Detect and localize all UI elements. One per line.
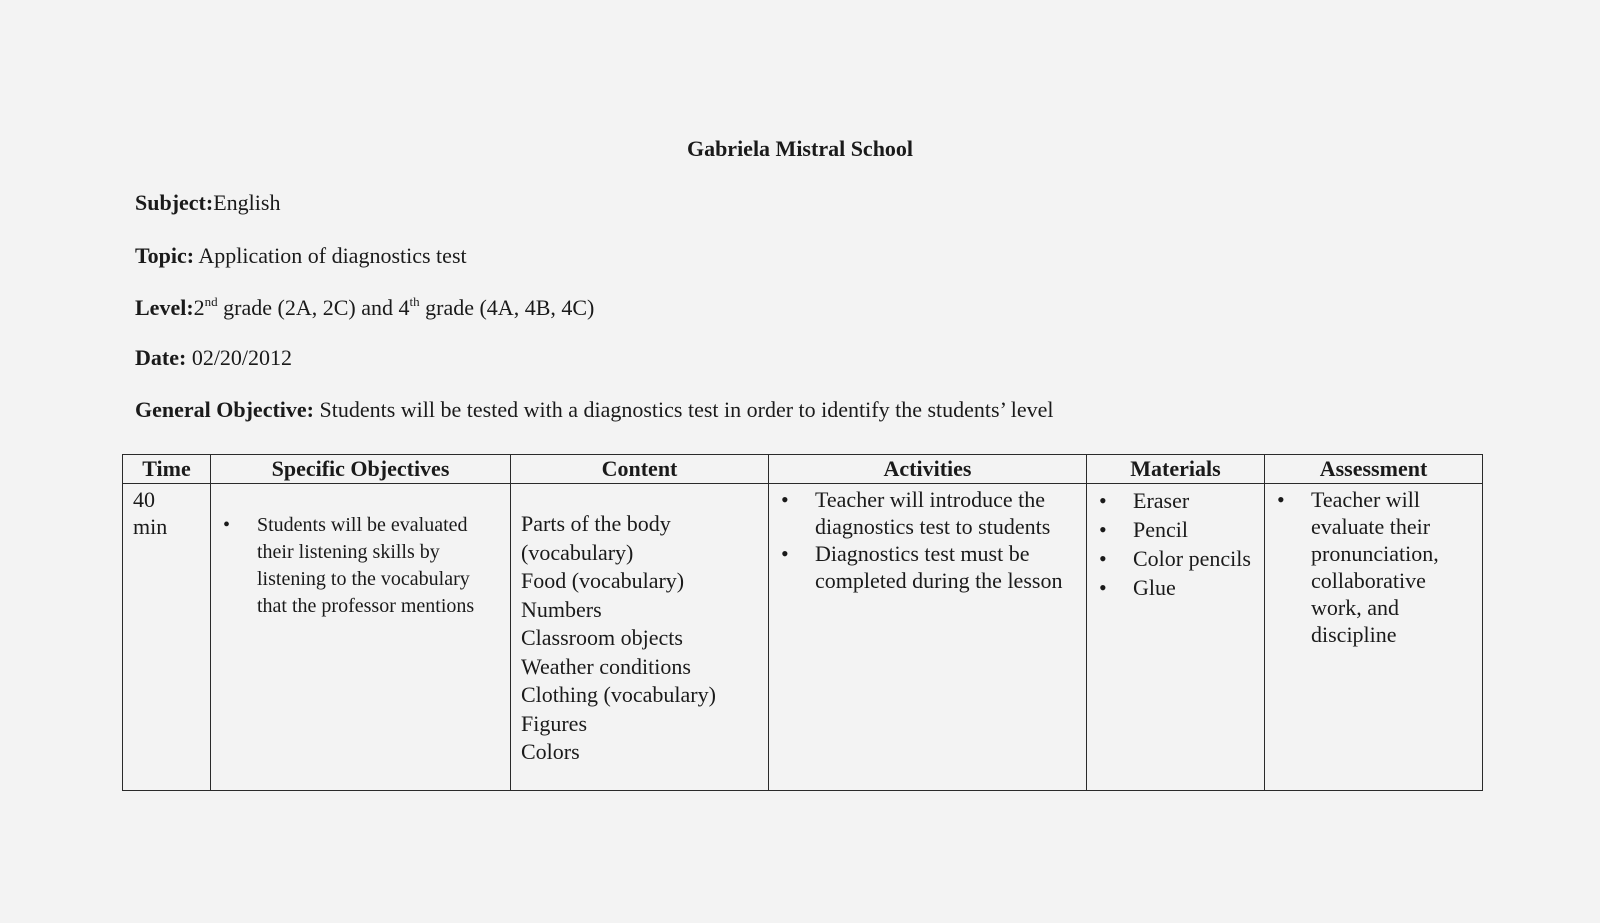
list-item: Classroom objects xyxy=(521,625,683,650)
time-cell xyxy=(123,484,211,791)
school-title: Gabriela Mistral School xyxy=(686,136,914,161)
general-objective-line xyxy=(135,397,1054,423)
list-item: Food (vocabulary) xyxy=(521,568,685,593)
list-item: • Diagnostics test must be completed during the lesson xyxy=(779,540,1070,594)
list-item: Clothing (vocabulary) xyxy=(521,682,716,707)
specific-objectives-cell xyxy=(211,484,511,791)
header-materials: Materials xyxy=(1087,455,1265,484)
subject-label: Subject: xyxy=(135,190,214,215)
list-item: Figures xyxy=(521,710,587,736)
topic-value: Application of diagnostics test xyxy=(194,243,467,268)
materials-cell xyxy=(1087,484,1265,791)
list-item: • Teacher will introduce the diagnostics test to students xyxy=(779,486,1070,540)
table-row xyxy=(123,484,1483,791)
list-item: • Eraser xyxy=(1097,486,1254,515)
list-item: • Students will be evaluated their listening skills by listening to the vocabulary that the professor mentions xyxy=(221,512,500,620)
level-part-1: 2 xyxy=(193,295,205,320)
level-label: Level: xyxy=(135,295,194,320)
header-content: Content xyxy=(511,455,769,484)
level-line xyxy=(135,295,594,321)
list-item: • Glue xyxy=(1097,573,1254,602)
general-objective-value: Students will be tested with a diagnostics test in order to identify the students’ level xyxy=(314,397,1054,422)
time-value: 40 xyxy=(133,487,155,512)
content-cell xyxy=(511,484,769,791)
list-item: Numbers xyxy=(521,596,602,622)
list-item: Colors xyxy=(521,739,580,764)
date-label: Date: xyxy=(135,345,187,370)
header-time: Time xyxy=(123,455,211,484)
list-item: • Pencil xyxy=(1097,515,1254,544)
level-sup-1: nd xyxy=(204,294,218,309)
date-value: 02/20/2012 xyxy=(186,345,293,370)
date-line xyxy=(135,345,292,371)
list-item: Parts of the body (vocabulary) xyxy=(521,511,671,565)
lesson-plan-table xyxy=(122,454,1483,791)
header-assessment: Assessment xyxy=(1265,455,1483,484)
header-activities: Activities xyxy=(769,455,1087,484)
time-unit: min xyxy=(133,514,168,539)
table-header-row xyxy=(123,455,1483,484)
level-part-2: grade (2A, 2C) and 4 xyxy=(217,295,410,320)
header-specific-objectives: Specific Objectives xyxy=(211,455,511,484)
activities-cell xyxy=(769,484,1087,791)
assessment-cell xyxy=(1265,484,1483,791)
level-part-3: grade (4A, 4B, 4C) xyxy=(419,295,595,320)
subject-line xyxy=(135,190,280,216)
list-item: • Teacher will evaluate their pronunciation, collaborative work, and discipline xyxy=(1275,486,1472,648)
level-sup-2: th xyxy=(409,294,420,309)
topic-line xyxy=(135,243,467,269)
subject-value: English xyxy=(213,190,281,215)
list-item: • Color pencils xyxy=(1097,544,1254,573)
list-item: Weather conditions xyxy=(521,653,691,679)
general-objective-label: General Objective: xyxy=(135,397,314,422)
topic-label: Topic: xyxy=(135,243,195,268)
